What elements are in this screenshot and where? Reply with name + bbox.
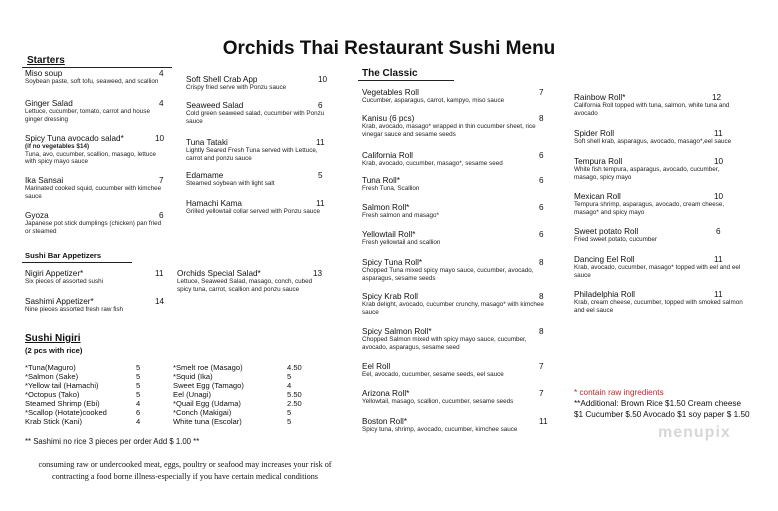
item-price: 8	[539, 327, 544, 336]
menu-item	[362, 88, 552, 105]
sushi-bar-divider	[22, 262, 132, 263]
menu-item	[574, 157, 744, 181]
item-price: 7	[539, 88, 544, 97]
item-name: Ika Sansai	[25, 176, 64, 185]
menu-item	[362, 327, 552, 351]
item-price: 4	[159, 99, 164, 108]
item-price: 11	[316, 138, 325, 147]
item-price: 11	[316, 199, 325, 208]
item-price: 11	[714, 129, 723, 138]
nigiri-item-price: 5	[136, 372, 141, 381]
menu-item	[362, 292, 552, 316]
nigiri-subheading: (2 pcs with rice)	[25, 346, 83, 355]
item-desc: Japanese pot stick dumplings (chicken) pan fried or steamed	[25, 220, 162, 235]
item-price: 11	[155, 269, 164, 278]
item-name: Yellowtail Roll*	[362, 230, 416, 239]
menu-item	[186, 138, 328, 162]
starters-heading: Starters	[27, 55, 65, 66]
menu-item	[177, 269, 327, 293]
item-name: Nigiri Appetizer*	[25, 269, 84, 278]
item-price: 6	[539, 176, 544, 185]
item-price: 8	[539, 292, 544, 301]
menu-item	[574, 192, 744, 216]
menu-item	[574, 93, 744, 117]
nigiri-item-price: 4.50	[287, 363, 302, 372]
item-price: 6	[539, 230, 544, 239]
nigiri-item-price: 5	[136, 381, 141, 390]
item-desc: Lettuce, cucumber, tomato, carrot and house ginger dressing	[25, 108, 150, 123]
nigiri-item-price: 2.50	[287, 399, 302, 408]
item-name: Seaweed Salad	[186, 101, 244, 110]
item-price: 7	[159, 176, 164, 185]
item-name: Miso soup	[25, 69, 63, 78]
item-desc: Krab, avocado, cucumber, masago* topped with eel and eel sauce	[574, 264, 741, 279]
nigiri-item-name: Krab Stick (Kani)	[25, 417, 82, 426]
item-price: 11	[714, 290, 723, 299]
nigiri-item-name: *Smelt roe (Masago)	[173, 363, 243, 372]
item-desc: Nine pieces assorted fresh raw fish	[25, 306, 123, 313]
sushi-bar-heading: Sushi Bar Appetizers	[25, 251, 102, 260]
item-price: 8	[539, 258, 544, 267]
item-desc: Krab, avocado, masago* wrapped in thin cucumber sheet, rice vinegar sauce and sesame seeds	[362, 123, 536, 138]
classic-divider	[358, 80, 454, 81]
item-name: Soft Shell Crab App	[186, 75, 258, 84]
item-name: Vegetables Roll	[362, 88, 419, 97]
nigiri-item-name: *Squid (Ika)	[173, 372, 213, 381]
menu-item	[186, 101, 328, 125]
classic-heading: The Classic	[362, 68, 418, 79]
menu-item	[362, 114, 552, 138]
item-desc: Chopped Tuna mixed spicy mayo sauce, cucumber, avocado, asparagus, sesame seeds	[362, 267, 534, 282]
menu-item	[186, 199, 328, 216]
nigiri-item-price: 5.50	[287, 390, 302, 399]
item-price: 6	[539, 203, 544, 212]
item-price: 7	[539, 389, 544, 398]
nigiri-item-price: 5	[287, 372, 292, 381]
item-price: 6	[318, 101, 323, 110]
nigiri-item-name: Sweet Egg (Tamago)	[173, 381, 244, 390]
menu-item	[25, 134, 167, 166]
item-name: Dancing Eel Roll	[574, 255, 635, 264]
nigiri-item-price: 5	[136, 363, 141, 372]
menu-item	[186, 171, 328, 188]
item-name: Tempura Roll	[574, 157, 623, 166]
item-name: Sweet potato Roll	[574, 227, 639, 236]
item-desc: Fresh yellowtail and scallion	[362, 239, 441, 246]
item-name: Boston Roll*	[362, 417, 408, 426]
item-desc: Marinated cooked squid, cucumber with kimchee sauce	[25, 185, 162, 200]
item-name: Kanisu (6 pcs)	[362, 114, 415, 123]
menu-item	[574, 129, 744, 146]
menu-item	[25, 297, 167, 314]
footer-warning-line-1: consuming raw or undercooked meat, eggs, poultry or seafood may increases your risk of	[38, 460, 332, 469]
item-desc: Soft shell krab, asparagus, avocado, masago*,eel sauce	[574, 138, 732, 145]
nigiri-item-name: *Yellow tail (Hamachi)	[25, 381, 99, 390]
item-desc: Krab, cream cheese, cucumber, topped with smoked salmon and eel sauce	[574, 299, 743, 314]
item-desc: Cold green seaweed salad, cucumber with Ponzu sauce	[186, 110, 325, 125]
item-name: Spicy Tuna avocado salad*	[25, 134, 124, 143]
menu-item	[25, 176, 167, 200]
nigiri-item-price: 4	[136, 399, 141, 408]
menu-item	[362, 417, 552, 434]
menu-item	[574, 290, 744, 314]
item-desc: Six pieces of assorted sushi	[25, 278, 104, 285]
item-name: Edamame	[186, 171, 224, 180]
nigiri-item-price: 4	[136, 417, 141, 426]
nigiri-item-name: *Conch (Makigai)	[173, 408, 232, 417]
item-price: 10	[714, 157, 724, 166]
item-name: Spicy Tuna Roll*	[362, 258, 423, 267]
item-note: (if no vegetables $14)	[25, 143, 90, 150]
item-desc: Lettuce, Seaweed Salad, masago, conch, cubed spicy tuna, carrot, scallion and ponzu sauce	[177, 278, 313, 293]
item-name: Ginger Salad	[25, 99, 73, 108]
item-desc: White fish tempura, asparagus, avocado, cucumber, masago, spicy mayo	[574, 166, 720, 181]
nigiri-item-name: *Octopus (Tako)	[25, 390, 80, 399]
item-name: Arizona Roll*	[362, 389, 410, 398]
nigiri-item-price: 5	[287, 417, 292, 426]
item-name: Spicy Krab Roll	[362, 292, 418, 301]
item-price: 6	[539, 151, 544, 160]
item-name: Hamachi Kama	[186, 199, 242, 208]
nigiri-item-name: *Tuna(Maguro)	[25, 363, 76, 372]
item-price: 10	[318, 75, 328, 84]
item-name: Eel Roll	[362, 362, 391, 371]
item-name: Spicy Salmon Roll*	[362, 327, 432, 336]
item-name: Mexican Roll	[574, 192, 621, 201]
item-desc: Fried sweet potato, cucumber	[574, 236, 657, 243]
nigiri-item-name: *Salmon (Sake)	[25, 372, 79, 381]
footer-warning-line-2: contracting a food borne illness-especially if you have certain medical conditions	[51, 472, 318, 481]
nigiri-heading: Sushi Nigiri	[25, 333, 81, 344]
item-desc: Steamed soybean with light salt	[186, 180, 275, 187]
nigiri-item-price: 5	[136, 390, 141, 399]
item-desc: Spicy tuna, shrimp, avocado, cucumber, kimchee sauce	[362, 426, 518, 433]
item-desc: Cucumber, asparagus, carrot, kampyo, miso sauce	[362, 97, 505, 104]
nigiri-item-name: Eel (Unagi)	[173, 390, 211, 399]
item-name: Sashimi Appetizer*	[25, 297, 94, 306]
item-price: 8	[539, 114, 544, 123]
menu-item	[25, 69, 167, 86]
item-desc: Krab, avocado, cucumber, masago*, sesame seed	[362, 160, 503, 167]
item-price: 10	[155, 134, 165, 143]
nigiri-item-name: *Quail Egg (Udama)	[173, 399, 241, 408]
item-name: Tuna Tataki	[186, 138, 228, 147]
starters-divider	[22, 67, 172, 68]
menu-item	[362, 362, 552, 379]
menu-item	[25, 99, 167, 123]
item-price: 11	[539, 417, 548, 426]
item-price: 12	[712, 93, 722, 102]
item-desc: Chopped Salmon mixed with spicy mayo sauce, cucumber, avocado, asparagus, sesame seed	[362, 336, 527, 351]
item-price: 6	[159, 211, 164, 220]
nigiri-item-price: 5	[287, 408, 292, 417]
menu-item	[362, 258, 552, 282]
item-price: 13	[313, 269, 323, 278]
item-desc: Crispy fried serve with Ponzu sauce	[186, 84, 287, 91]
menu-item	[362, 151, 552, 168]
item-desc: Krab delight, avocado, cucumber crunchy, masago* with kimchee sauce	[362, 301, 544, 316]
item-price: 14	[155, 297, 165, 306]
menu-item	[574, 227, 744, 244]
item-price: 11	[714, 255, 723, 264]
item-desc: Fresh salmon and masago*	[362, 212, 440, 219]
menu-item	[574, 255, 744, 279]
nigiri-item-price: 6	[136, 408, 141, 417]
item-name: Philadelphia Roll	[574, 290, 635, 299]
item-price: 4	[159, 69, 164, 78]
item-name: Gyoza	[25, 211, 49, 220]
item-desc: Tuna, avo, cucumber, scallion, masago, lettuce with spicy mayo sauce	[25, 150, 157, 166]
item-name: Orchids Special Salad*	[177, 269, 261, 278]
nigiri-item-name: *Scallop (Hotate)cooked	[25, 408, 107, 417]
nigiri-item-price: 4	[287, 381, 292, 390]
item-desc: Lightly Seared Fresh Tuna served with Lettuce, carrot and ponzu sauce	[186, 147, 318, 162]
item-price: 5	[318, 171, 323, 180]
menu-item	[362, 230, 552, 247]
menu-item	[25, 211, 167, 235]
item-desc: California Roll topped with tuna, salmon, white tuna and avocado	[574, 102, 730, 117]
item-name: Rainbow Roll*	[574, 93, 626, 102]
menu-item	[25, 269, 167, 286]
menu-item	[186, 75, 328, 92]
menu-item	[362, 203, 552, 220]
item-desc: Grilled yellowtail collar served with Ponzu sauce	[186, 208, 321, 215]
menu-item	[362, 389, 552, 406]
item-desc: Soybean paste, soft tofu, seaweed, and scallion	[25, 78, 159, 85]
nigiri-item-name: Steamed Shrimp (Ebi)	[25, 399, 100, 408]
item-desc: Fresh Tuna, Scallion	[362, 185, 420, 192]
item-price: 7	[539, 362, 544, 371]
item-price: 10	[714, 192, 724, 201]
sashimi-note: ** Sashimi no rice 3 pieces per order Add $ 1.00 **	[25, 437, 200, 446]
nigiri-item-name: White tuna (Escolar)	[173, 417, 242, 426]
additional-options: **Additional: Brown Rice $1.50 Cream cheese $1 Cucumber $.50 Avocado $1 soy paper $ 1.50	[574, 399, 750, 419]
watermark: menupix	[658, 424, 731, 441]
item-desc: Tempura shrimp, asparagus, avocado, cream cheese, masago* and spicy mayo	[574, 201, 725, 216]
item-desc: Yellowtail, masago, scallion, cucumber, sesame seeds	[362, 398, 514, 405]
menu-item	[362, 176, 552, 193]
raw-ingredients-note: * contain raw ingredients	[574, 388, 664, 397]
item-desc: Eel, avocado, cucumber, sesame seeds, eel sauce	[362, 371, 504, 378]
item-name: Salmon Roll*	[362, 203, 410, 212]
item-name: Spider Roll	[574, 129, 615, 138]
item-price: 6	[716, 227, 721, 236]
item-name: Tuna Roll*	[362, 176, 400, 185]
page-title: Orchids Thai Restaurant Sushi Menu	[222, 38, 556, 59]
item-name: California Roll	[362, 151, 413, 160]
